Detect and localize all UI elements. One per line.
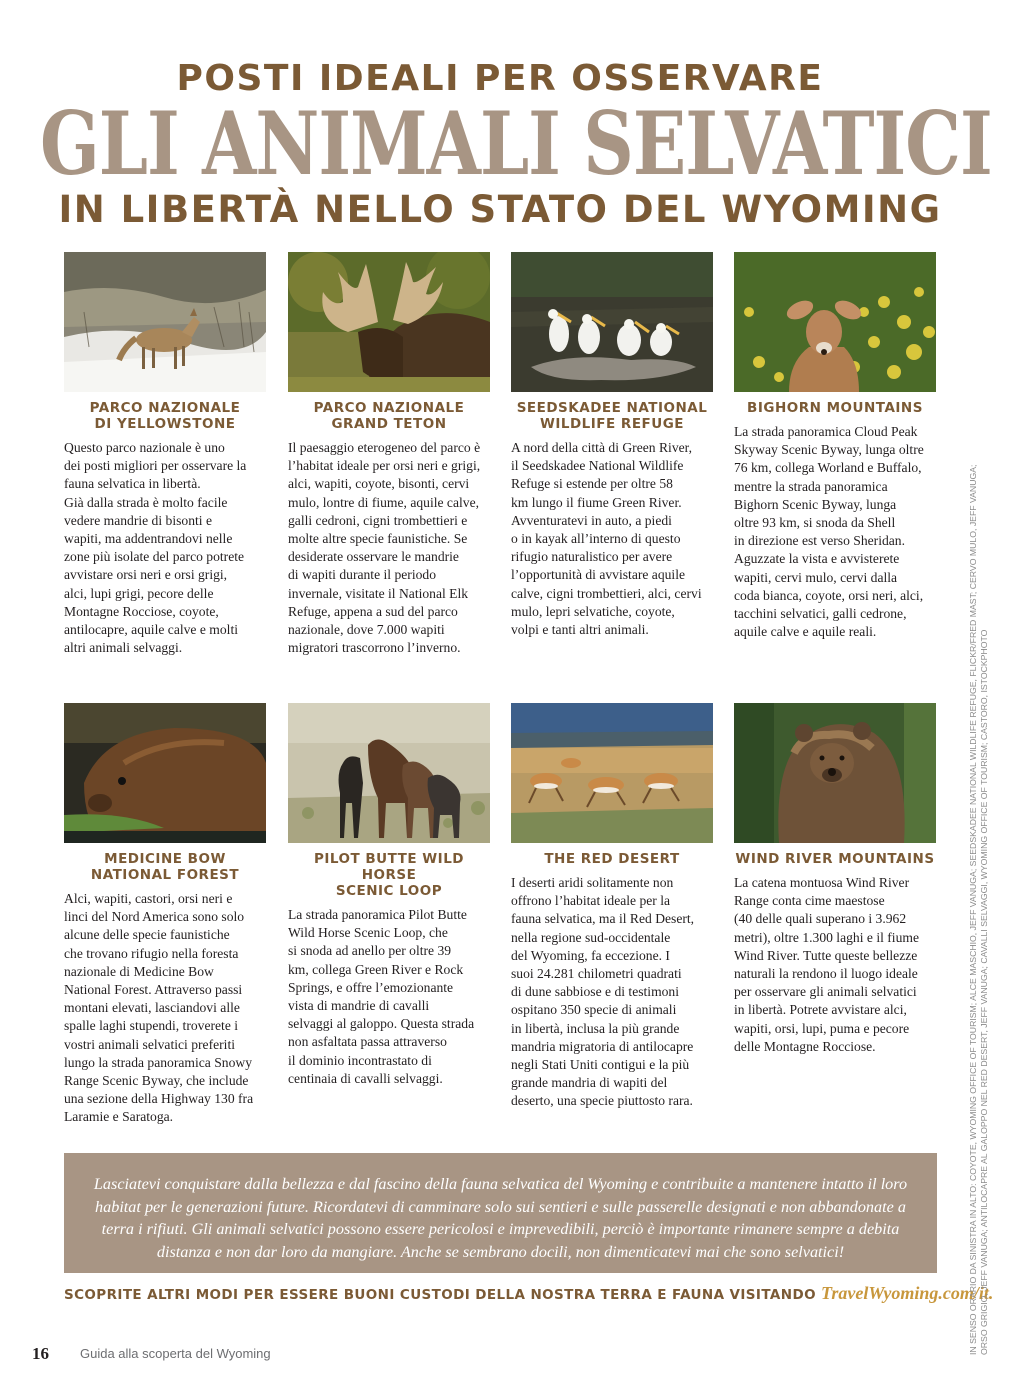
card-yellowstone: [64, 252, 266, 657]
card-body: La strada panoramica Pilot Butte Wild Horse Scenic Loop, che si snoda ad anello per oltre 39 km, collega Green River e Rock Springs, e offre l’emozionante vista di mandrie di cavalli selvaggi al galoppo. Questa strada non asfaltata passa attraverso il dominio incontrastato di centinaia di cavalli selvaggi.: [288, 907, 475, 1086]
publication-title: Guida alla scoperta del Wyoming: [80, 1346, 271, 1361]
card-body: I deserti aridi solitamente non offrono l’habitat ideale per la fauna selvatica, ma il Red Desert, nella regione sud-occidentale del Wyoming, fa eccezione. I suoi 24.281 chilometri quadrati di dune sabbiose e di testimoni ospitano 350 specie di animali in libertà, inclusa la più grande mandria migratoria di antilocapre negli Stati Uniti contigui e la più grande mandria di wapiti del deserto, una specie piuttosto rara.: [511, 875, 695, 1109]
card-grand-teton: [288, 252, 490, 657]
card-title: PARCO NAZIONALE GRAND TETON: [313, 400, 465, 432]
card-title: WIND RIVER MOUNTAINS: [735, 851, 935, 867]
pelicans-photo: [511, 252, 713, 392]
card-body: La catena montuosa Wind River Range conta cime maestose (40 delle quali superano i 3.962 metri), oltre 1.300 laghi e il fiume Wind River. Tutte queste bellezze naturali la rendono il luogo ideale per osservare gli animali selvatici in libertà. Potrete avvistare alci, wapiti, orsi, lupi, puma e pecore delle Montagne Rocciose.: [734, 875, 919, 1054]
card-pilot-butte: [288, 703, 490, 1088]
website-link[interactable]: TravelWyoming.com/it.: [821, 1283, 994, 1303]
grizzly-bear-photo: [734, 703, 936, 843]
card-body: Alci, wapiti, castori, orsi neri e linci del Nord America sono solo alcune delle specie faunistiche che trovano rifugio nella foresta nazionale di Medicine Bow National Forest. Attraverso passi montani elevati, lasciandovi alle spalle laghi stupendi, troverete i vostri animali selvatici preferiti lungo la strada panoramica Snowy Range Scenic Byway, che include una sezione della Highway 130 fra Laramie e Saratoga.: [64, 891, 254, 1125]
headline-main: GLI ANIMALI SELVATICI: [40, 91, 992, 195]
mule-deer-photo: [734, 252, 936, 392]
card-title: SEEDSKADEE NATIONAL WILDLIFE REFUGE: [516, 400, 708, 432]
card-medicine-bow: [64, 703, 266, 1127]
headline-bottom: IN LIBERTÀ NELLO STATO DEL WYOMING: [58, 188, 942, 231]
card-title: THE RED DESERT: [544, 851, 680, 867]
wild-horses-photo: [288, 703, 490, 843]
cta-text: SCOPRITE ALTRI MODI PER ESSERE BUONI CUSTODI DELLA NOSTRA TERRA E FAUNA VISITANDO: [64, 1287, 822, 1303]
card-body: Il paesaggio eterogeneo del parco è l’habitat ideale per orsi neri e grigi, alci, wapiti, coyote, bisonti, cervi mulo, lontre di fiume, aquile calve, galli cedroni, cigni trombettieri e molte altre specie faunistiche. Se desiderate osservare le mandrie di wapiti durante il periodo invernale, visitate il National Elk Refuge, appena a sud del parco nazionale, dove 7.000 wapiti migratori trascorrono l’inverno.: [288, 440, 481, 656]
card-red-desert: [511, 703, 713, 1111]
card-title: MEDICINE BOW NATIONAL FOREST: [90, 851, 240, 883]
card-title: PILOT BUTTE WILD HORSE SCENIC LOOP: [313, 851, 465, 899]
card-wind-river: [734, 703, 936, 1056]
photo-credits: IN SENSO ORARIO DA SINISTRA IN ALTO: COYOTE, WYOMING OFFICE OF TOURISM; ALCE MASCHIO, JEFF VANUGA; SEEDSKADEE NATIONAL WILDLIFE REFUGE, FLICKR/FRED MAST; CERVO MULO, JEFF VANUGA; ORSO GRIGIO, JEFF VANUGA; ANTILOCAPRE AL GALOPPO NEL RED DESERT, JEFF VANUGA; CAVALLI SELVAGGI, WYOMING OFFICE OF TOURISM; CASTORO, ISTOCKPHOTO: [968, 464, 989, 1355]
card-body: Questo parco nazionale è uno dei posti migliori per osservare la fauna selvatica in libertà. Già dalla strada è molto facile vedere mandrie di bisonti e wapiti, ma addentrandovi nelle zone più isolate del parco potrete avvistare orsi neri e orsi grigi, alci, lupi grigi, pecore delle Montagne Rocciose, coyote, antilocapre, aquile calve e molti altri animali selvaggi.: [64, 440, 247, 656]
card-bighorn: [734, 252, 936, 641]
beaver-photo: [64, 703, 266, 843]
card-title: BIGHORN MOUNTAINS: [747, 400, 923, 416]
card-body: A nord della città di Green River, il Seedskadee National Wildlife Refuge si estende per oltre 58 km lungo il fiume Green River. Avventuratevi in auto, a piedi o in kayak all’interno di questo rifugio naturalistico per avere l’opportunità di avvistare aquile calve, cigni trombettieri, alci, cervi mulo, lepri selvatiche, coyote, volpi e tanti altri animali.: [511, 440, 702, 638]
headline-top: POSTI IDEALI PER OSSERVARE: [176, 58, 824, 99]
card-body: La strada panoramica Cloud Peak Skyway Scenic Byway, lunga oltre 76 km, collega Worland e Buffalo, mentre la strada panoramica Bighorn Scenic Byway, lunga oltre 93 km, si snoda da Shell in direzione est verso Sheridan. Aguzzate la vista e avvisterete wapiti, cervi mulo, cervi dalla coda bianca, coyote, orsi neri, alci, tacchini selvatici, galli cedrone, aquile calve e aquile reali.: [734, 424, 924, 640]
moose-photo: [288, 252, 490, 392]
page-number: 16: [32, 1344, 49, 1363]
call-to-action: [64, 1283, 994, 1304]
card-title: PARCO NAZIONALE DI YELLOWSTONE: [89, 400, 241, 432]
card-seedskadee: [511, 252, 713, 639]
coyote-photo: [64, 252, 266, 392]
conservation-notice: Lasciatevi conquistare dalla bellezza e dal fascino della fauna selvatica del Wyoming e contribuite a mantenere intatto il loro habitat per le generazioni future. Ricordatevi di camminare solo sui sentieri e sulle passerelle designati e non abbandonate a terra i rifiuti. Gli animali selvatici possono essere pericolosi e imprevedibili, perciò è importante rimanere sempre a debita distanza e non dar loro da mangiare. Anche se sembrano docili, non dimenticatevi mai che sono selvatici!: [64, 1153, 937, 1273]
pronghorn-photo: [511, 703, 713, 843]
